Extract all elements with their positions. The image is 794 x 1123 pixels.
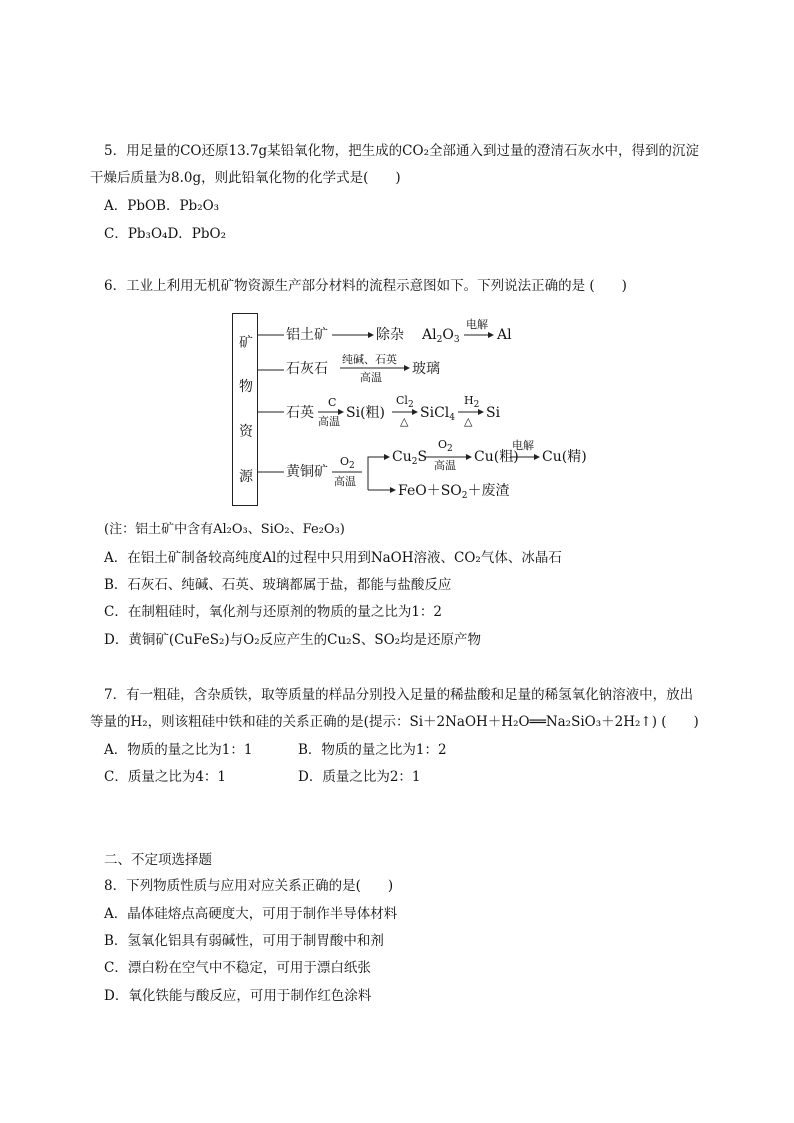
q6-option-d: D．黄铜矿(CuFeS₂)与O₂反应产生的Cu₂S、SO₂均是还原产物: [104, 632, 482, 648]
q8-option-d: D．氧化铁能与酸反应，可用于制作红色涂料: [104, 988, 372, 1004]
box-char-3: 资: [239, 424, 253, 440]
q5-stem-line2: 干燥后质量为8.0g，则此铅氧化物的化学式是( ): [90, 170, 401, 186]
box-char-2: 物: [239, 379, 253, 395]
high-temp-cond-2: 高温: [334, 475, 356, 488]
q8-option-a: A．晶体硅熔点高硬度大，可用于制作半导体材料: [104, 906, 398, 922]
glass-label: 玻璃: [412, 361, 440, 377]
limestone-label: 石灰石: [286, 361, 328, 377]
oxygen-cond-1: $O_2$: [340, 455, 355, 471]
bauxite-label: 铝土矿: [286, 327, 328, 343]
impurity-removal-label: 除杂: [376, 327, 404, 343]
silicon-tetrachloride-label: SiCl$_4$: [420, 405, 455, 423]
crude-silicon-label: Si(粗): [346, 405, 385, 421]
byproducts-label: $FeO+SO_2+$废渣: [398, 483, 510, 501]
q6-note: (注：铝土矿中含有Al₂O₃、SiO₂、Fe₂O₃): [104, 522, 345, 537]
q6-option-c: C．在制粗硅时，氧化剂与还原剂的物质的量之比为1：2: [104, 604, 443, 620]
q8-option-c: C．漂白粉在空气中不稳定，可用于漂白纸张: [104, 960, 371, 976]
q5-options-cd: C．Pb₃O₄D．PbO₂: [104, 226, 226, 242]
q7-option-a: A．物质的量之比为1：1: [104, 742, 253, 758]
q7-option-b: B．物质的量之比为1：2: [298, 742, 447, 758]
chalcopyrite-label: 黄铜矿: [286, 464, 328, 480]
mineral-resources-box: [232, 313, 258, 506]
q8-option-b: B．氢氧化铝具有弱碱性，可用于制胃酸中和剂: [104, 933, 384, 949]
hydrogen-cond: $H_2$: [464, 394, 480, 410]
chlorine-cond: $Cl_2$: [396, 394, 414, 410]
q6-option-b: B．石灰石、纯碱、石英、玻璃都属于盐，都能与盐酸反应: [104, 577, 452, 593]
q7-option-c: C．质量之比为4：1: [104, 769, 227, 785]
electrolysis-cond-2: 电解: [512, 439, 534, 452]
q5-stem-line1: 5．用足量的CO还原13.7g某铅氧化物，把生成的CO₂全部通入到过量的澄清石灰水中，得到的沉淀: [104, 143, 699, 159]
carbon-cond: C: [328, 396, 337, 409]
copper-sulfide-label: $Cu_2S$: [392, 449, 428, 467]
quartz-label: 石英: [286, 405, 314, 421]
alumina-label: $Al_2O_3$: [422, 327, 460, 345]
q7-option-d: D．质量之比为2：1: [298, 769, 421, 785]
high-temp-cond-1: 高温: [318, 415, 340, 428]
q7-stem-line2: 等量的H₂，则该粗硅中铁和硅的关系正确的是(提示：Si＋2NaOH＋H₂O══Na₂SiO₃＋2H₂↑) ( ): [90, 714, 699, 730]
q6-option-a: A．在铝土矿制备较高纯度Al的过程中只用到NaOH溶液、CO₂气体、冰晶石: [104, 550, 562, 566]
high-temp-cond-3: 高温: [434, 459, 456, 472]
aluminum-label: Al: [497, 327, 512, 343]
glass-cond-top: 纯碱、石英: [342, 353, 397, 366]
q8-stem: 8．下列物质性质与应用对应关系正确的是( ): [104, 878, 394, 894]
q5-options-ab: A．PbOB．Pb₂O₃: [104, 198, 220, 214]
heat-cond-2: △: [464, 415, 473, 428]
electrolysis-cond-1: 电解: [466, 318, 488, 331]
pure-silicon-label: Si: [486, 405, 501, 421]
section-title: 二、不定项选择题: [104, 852, 212, 868]
box-char-1: 矿: [239, 335, 253, 351]
process-flow-diagram: [232, 313, 612, 508]
box-char-4: 源: [239, 469, 253, 485]
oxygen-cond-2: $O_2$: [438, 438, 453, 454]
glass-cond-bottom: 高温: [360, 371, 382, 384]
q6-stem: 6．工业上利用无机矿物资源生产部分材料的流程示意图如下。下列说法正确的是 ( ): [104, 278, 627, 294]
q7-stem-line1: 7．有一粗硅，含杂质铁，取等质量的样品分别投入足量的稀盐酸和足量的稀氢氧化钠溶液中，放出: [104, 687, 694, 703]
refined-copper-label: Cu(精): [542, 449, 587, 465]
crude-copper-label: Cu(粗): [474, 449, 519, 465]
heat-cond-1: △: [400, 415, 409, 428]
